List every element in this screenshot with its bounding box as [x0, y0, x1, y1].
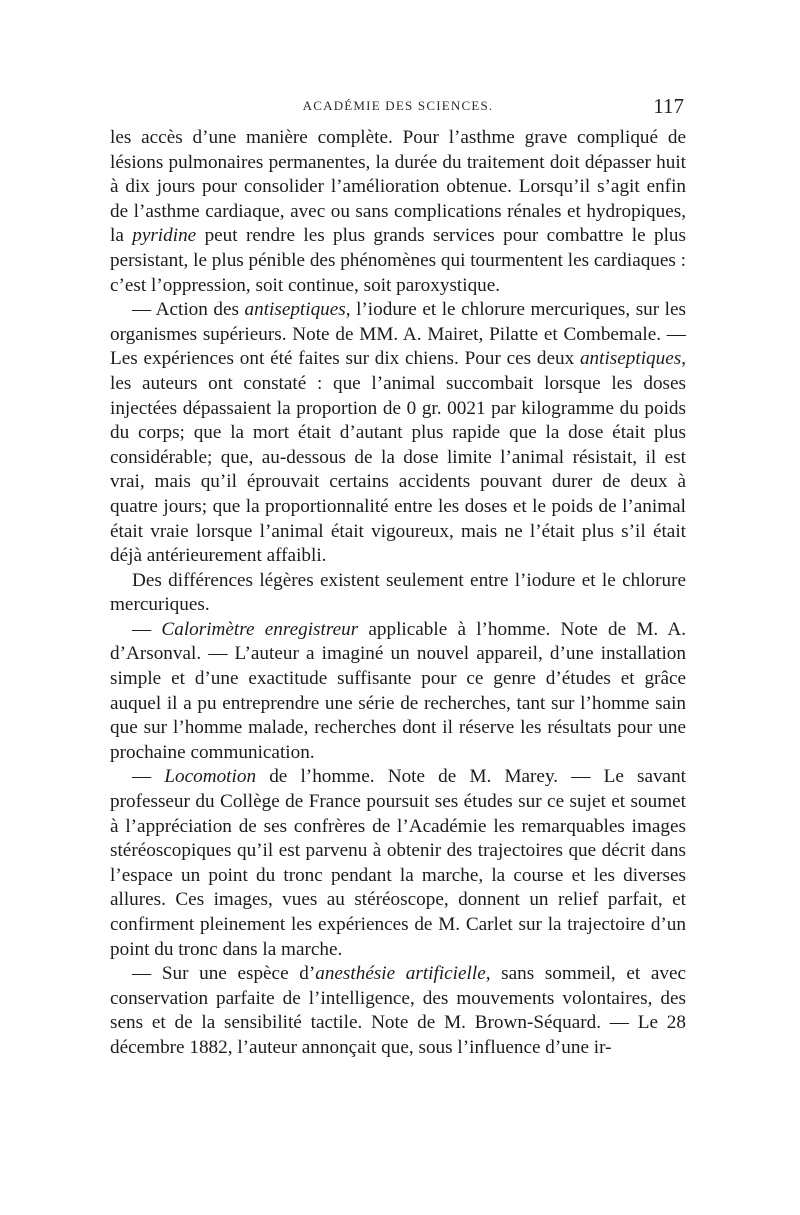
text-run: , les auteurs ont constaté : que l’animal succombait lorsque les doses injectées dépassaient la proportion de 0 gr. 0021 par kilogramme du poids du corps; que la mort était d’autant plus rapide que la dose était plus considérable; que, au-dessous de la dose limite l’animal résistait, il est vrai, mais qu’il éprouvait certains accidents pouvant durer de deux à quatre jours; que la proportionnalité entre les doses et le poids de l’animal était vraie lorsque l’animal était vigoureux, mais ne l’était plus s’il était déjà antérieurement affaibli. — [110, 348, 686, 567]
text-run: — Sur une espèce d’ — [132, 963, 316, 985]
paragraph — [110, 298, 686, 569]
italic-term: Locomotion — [164, 766, 257, 788]
italic-term: antiseptiques — [244, 299, 346, 321]
italic-term: pyridine — [132, 225, 197, 247]
page-number: 117 — [653, 94, 684, 118]
text-run: peut rendre les plus grands services pour combattre le plus persistant, le plus pénible des phénomènes qui tourmentent les cardiaques : c’est l’oppression, soit continue, soit paroxystique. — [110, 225, 687, 296]
paragraph — [110, 618, 686, 766]
paragraph — [110, 126, 686, 298]
italic-term: antiseptiques — [579, 348, 682, 370]
body-text — [110, 126, 686, 1061]
text-run: les accès d’une manière complète. Pour l’asthme grave compliqué de lésions pulmonaires permanentes, la durée du traitement doit dépasser huit à dix jours pour consolider l’amélioration obtenue. Lorsqu’il s’agit enfin de l’asthme cardiaque, avec ou sans complications rénales et hydropiques, la — [110, 127, 686, 247]
paragraph — [110, 765, 686, 962]
text-run: , sans sommeil, et avec conservation parfaite de l’intelligence, des mouvements volontaires, des sens et de la sensibilité tactile. Note de M. Brown-Séquard. — Le 28 décembre 1882, l’auteur annonçait que, sous l’influence d’une ir- — [110, 963, 686, 1058]
italic-term: Calorimètre enregistreur — [161, 618, 359, 640]
running-title: ACADÉMIE DES SCIENCES. — [302, 98, 494, 113]
text-run: , l’iodure et le chlorure mercuriques, sur les organismes supérieurs. Note de MM. A. Mairet, Pilatte et Combemale. — Les expériences ont été faites sur dix chiens. Pour ces deux — [110, 299, 686, 370]
text-run: Des différences légères existent seulement entre l’iodure et le chlorure mercuriques. — [110, 569, 686, 616]
text-run: — — [132, 766, 165, 788]
text-run: — Action des — [132, 299, 245, 321]
text-run: — — [132, 618, 162, 640]
italic-term: anesthésie artificielle — [315, 963, 486, 985]
text-run: de l’homme. Note de M. Marey. — Le savant professeur du Collège de France poursuit ses études sur ce sujet et soumet à l’appréciation de ses confrères de l’Académie les remarquables images stéréoscopiques qu’il est parvenu à obtenir des trajectoires que décrit dans l’espace un point du tronc pendant la marche, la course et les diverses allures. Ces images, vues au stéréoscope, donnent un relief parfait, et confirment pleinement les expériences de M. Carlet sur la trajectoire d’un point du tronc dans la marche. — [110, 766, 687, 960]
paragraph — [110, 569, 686, 618]
running-head — [110, 96, 686, 120]
paragraph — [110, 962, 686, 1060]
text-run: applicable à l’homme. Note de M. A. d’Arsonval. — L’auteur a imaginé un nouvel appareil, d’une installation simple et d’une exactitude suffisante pour ce genre d’études et grâce auquel il a pu entreprendre une série de recherches, tant sur l’homme sain que sur l’homme malade, recherches dont il réserve les résultats pour une prochaine communication. — [110, 618, 687, 763]
